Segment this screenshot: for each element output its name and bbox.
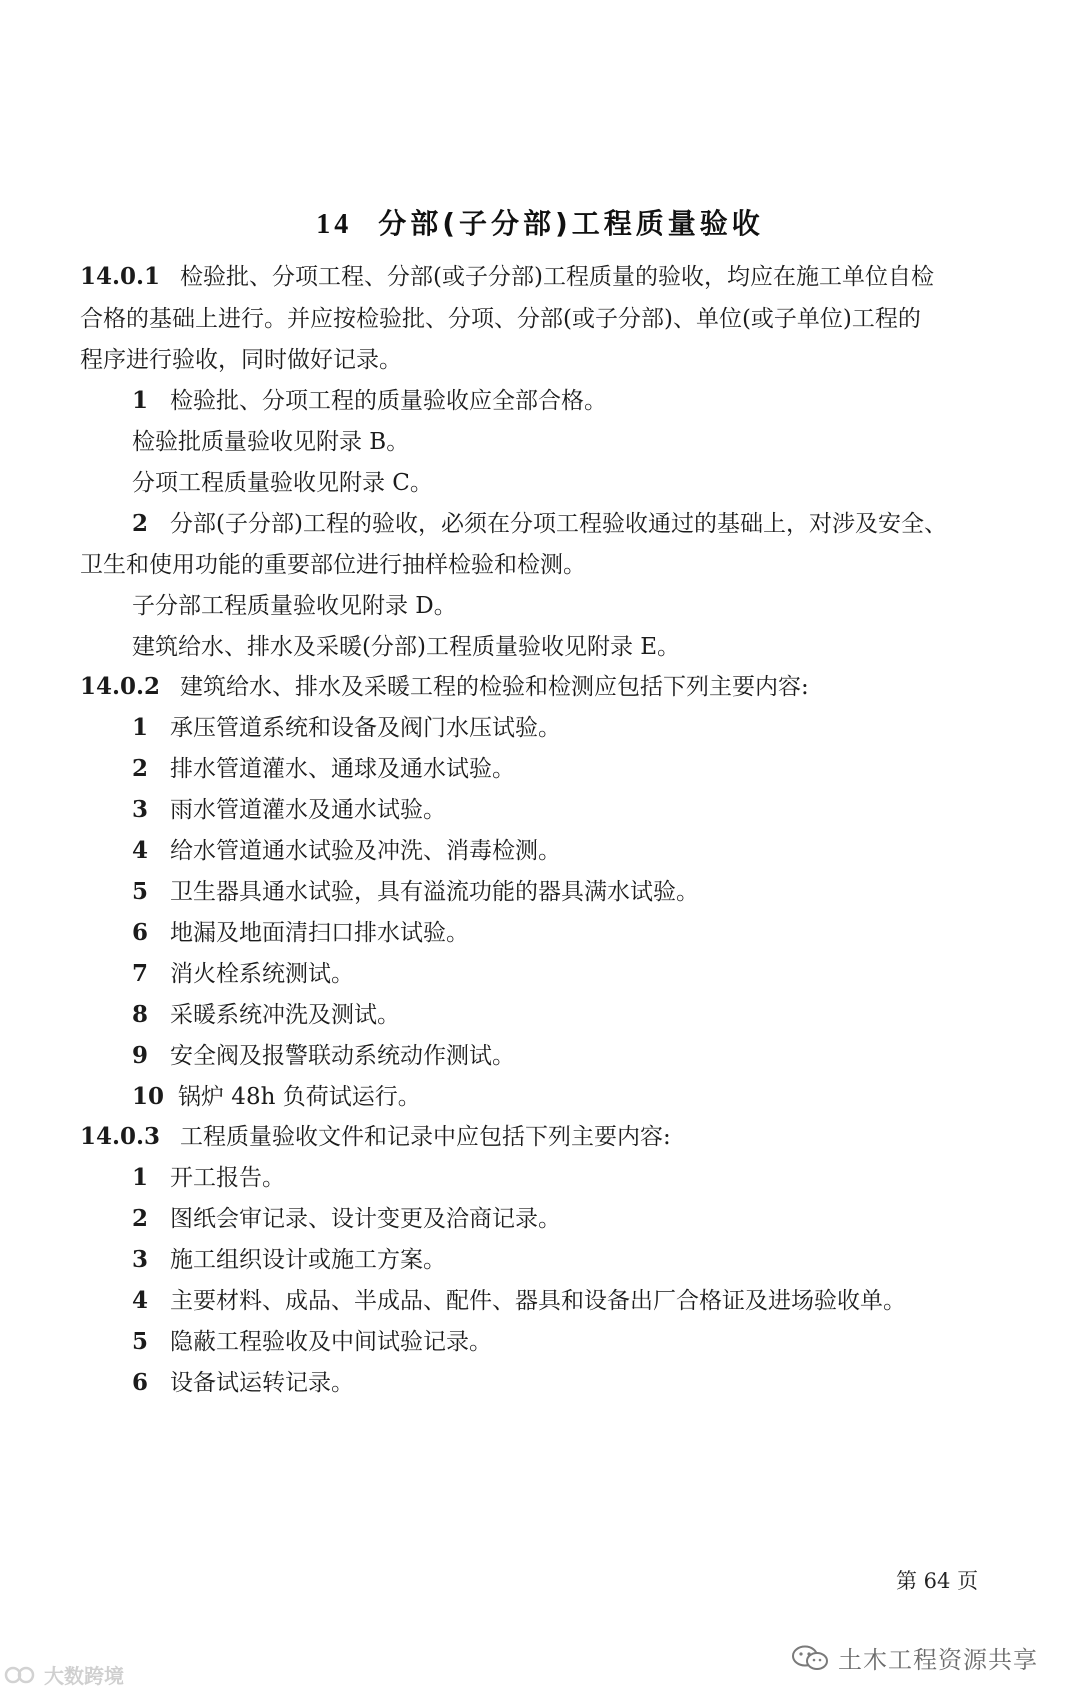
item-number: 4 <box>132 837 149 864</box>
watermark-text: 大数跨境 <box>44 1664 124 1688</box>
item-text: 排水管道灌水、通球及通水试验。 <box>170 756 515 782</box>
item-text: 开工报告。 <box>170 1165 285 1191</box>
item-number: 6 <box>132 1369 149 1396</box>
item-text: 施工组织设计或施工方案。 <box>170 1247 446 1273</box>
list-item <box>132 1163 285 1193</box>
logo-icon <box>4 1664 38 1686</box>
page-number: 第 64 页 <box>896 1569 979 1593</box>
item-text: 主要材料、成品、半成品、配件、器具和设备出厂合格证及进场验收单。 <box>170 1288 906 1314</box>
appendix-note-b: 检验批质量验收见附录 B。 <box>132 429 410 455</box>
item-number: 6 <box>132 919 149 946</box>
item-number: 5 <box>132 1328 149 1355</box>
clause-text: 建筑给水、排水及采暖工程的检验和检测应包括下列主要内容: <box>180 674 809 700</box>
list-item <box>132 1245 446 1275</box>
item-number: 1 <box>132 714 149 741</box>
list-item <box>132 836 561 866</box>
chapter-title <box>0 202 1080 242</box>
clause-number: 14.0.1 <box>80 263 161 290</box>
list-item <box>132 713 561 743</box>
list-item <box>132 877 699 907</box>
item-number: 5 <box>132 878 149 905</box>
clause-text: 检验批、分项工程、分部(或子分部)工程质量的验收，均应在施工单位自检 <box>180 264 934 290</box>
item-text: 检验批、分项工程的质量验收应全部合格。 <box>170 388 607 414</box>
item-number: 8 <box>132 1001 149 1028</box>
item-number: 4 <box>132 1287 149 1314</box>
clause-14-0-2 <box>80 672 809 702</box>
item-text: 分部(子分部)工程的验收，必须在分项工程验收通过的基础上，对涉及安全、 <box>170 511 947 537</box>
clause-14-0-1-line-1 <box>80 262 934 292</box>
item-text: 锅炉 48h 负荷试运行。 <box>178 1084 421 1110</box>
list-item <box>132 795 446 825</box>
list-item <box>132 1327 492 1357</box>
item-number: 2 <box>132 1205 149 1232</box>
item-text: 设备试运转记录。 <box>170 1370 354 1396</box>
item-number: 9 <box>132 1042 149 1069</box>
item-continuation: 卫生和使用功能的重要部位进行抽样检验和检测。 <box>80 552 586 578</box>
appendix-note-d: 子分部工程质量验收见附录 D。 <box>132 593 457 619</box>
list-item <box>132 1286 906 1316</box>
item-text: 安全阀及报警联动系统动作测试。 <box>170 1043 515 1069</box>
clause-14-0-1-line-2: 合格的基础上进行。并应按检验批、分项、分部(或子分部)、单位(或子单位)工程的 <box>80 306 921 332</box>
item-text: 承压管道系统和设备及阀门水压试验。 <box>170 715 561 741</box>
item-text: 雨水管道灌水及通水试验。 <box>170 797 446 823</box>
item-number: 2 <box>132 510 149 537</box>
item-number: 2 <box>132 755 149 782</box>
item-text: 消火栓系统测试。 <box>170 961 354 987</box>
item-number: 10 <box>132 1083 165 1110</box>
list-item <box>132 509 947 539</box>
item-number: 1 <box>132 387 149 414</box>
wechat-icon <box>790 1644 830 1672</box>
clause-number: 14.0.2 <box>80 673 161 700</box>
item-number: 3 <box>132 796 149 823</box>
list-item <box>132 1000 400 1030</box>
chapter-title-text: 分部(子分部)工程质量验收 <box>378 207 764 240</box>
list-item <box>132 1204 561 1234</box>
appendix-note-e: 建筑给水、排水及采暖(分部)工程质量验收见附录 E。 <box>132 634 681 660</box>
clause-text: 工程质量验收文件和记录中应包括下列主要内容: <box>180 1124 671 1150</box>
item-text: 采暖系统冲洗及测试。 <box>170 1002 400 1028</box>
item-number: 7 <box>132 960 149 987</box>
list-item <box>132 1368 354 1398</box>
item-text: 地漏及地面清扫口排水试验。 <box>170 920 469 946</box>
item-text: 给水管道通水试验及冲洗、消毒检测。 <box>170 838 561 864</box>
list-item <box>132 754 515 784</box>
item-text: 图纸会审记录、设计变更及洽商记录。 <box>170 1206 561 1232</box>
item-number: 3 <box>132 1246 149 1273</box>
item-text: 隐蔽工程验收及中间试验记录。 <box>170 1329 492 1355</box>
watermark-text: 土木工程资源共享 <box>838 1646 1038 1674</box>
item-number: 1 <box>132 1164 149 1191</box>
list-item <box>132 386 607 416</box>
item-text: 卫生器具通水试验，具有溢流功能的器具满水试验。 <box>170 879 699 905</box>
list-item <box>132 1041 515 1071</box>
clause-number: 14.0.3 <box>80 1123 161 1150</box>
source-watermark <box>790 1640 1038 1675</box>
clause-14-0-1-line-3: 程序进行验收，同时做好记录。 <box>80 347 402 373</box>
list-item <box>132 918 469 948</box>
list-item <box>132 959 354 989</box>
clause-14-0-3 <box>80 1122 671 1152</box>
list-item <box>132 1082 421 1112</box>
corner-watermark <box>4 1660 124 1689</box>
chapter-number: 14 <box>316 209 353 240</box>
appendix-note-c: 分项工程质量验收见附录 C。 <box>132 470 433 496</box>
